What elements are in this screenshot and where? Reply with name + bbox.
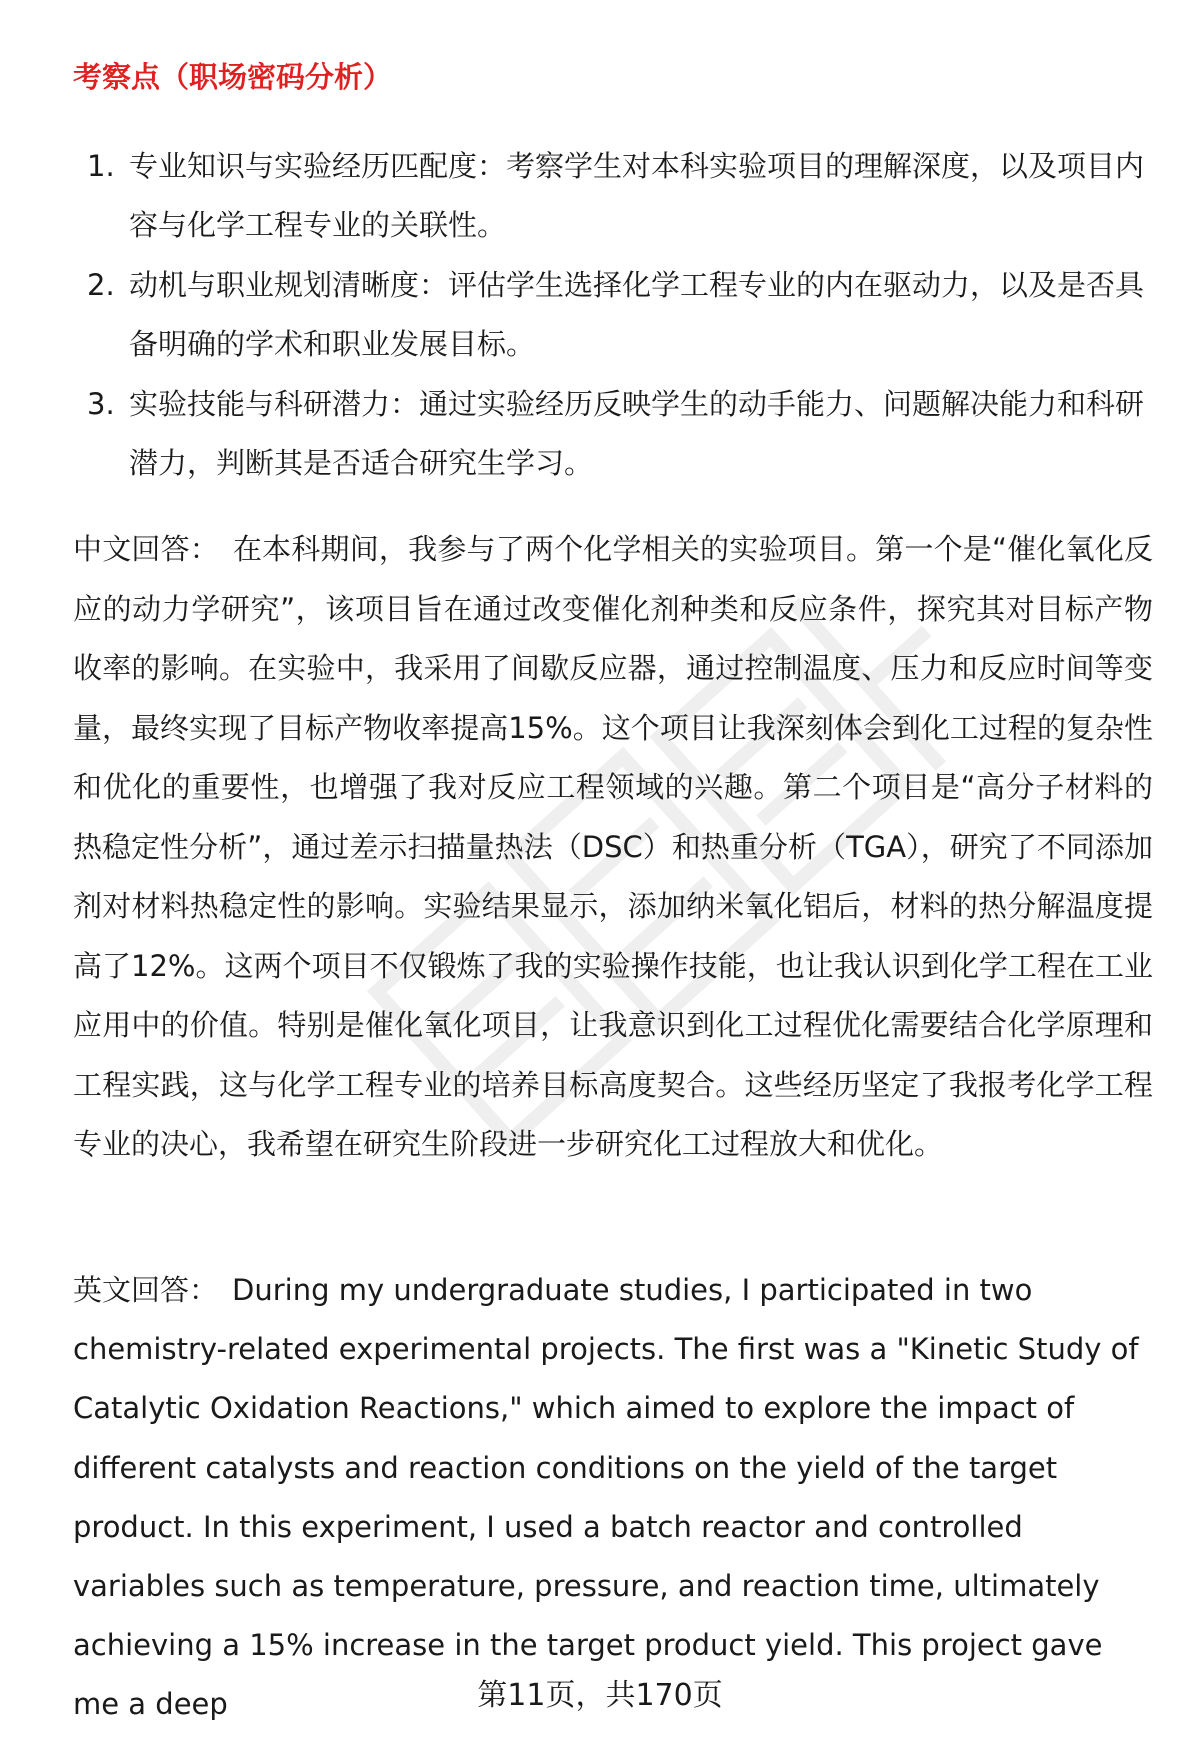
list-item — [73, 256, 1153, 374]
list-item — [73, 375, 1153, 493]
list-item-number: 3. — [87, 387, 115, 421]
list-item-text: 专业知识与实验经历匹配度：考察学生对本科实验项目的理解深度，以及项目内容与化学工程专业的关联性。 — [129, 149, 1145, 242]
list-item-number: 2. — [87, 268, 115, 302]
chinese-answer-label: 中文回答： — [73, 532, 219, 566]
page-number-footer: 第11页，共170页 — [477, 1678, 723, 1713]
chinese-answer-paragraph — [73, 520, 1153, 1175]
english-answer-label: 英文回答： — [73, 1273, 219, 1307]
english-answer-paragraph — [73, 1261, 1153, 1735]
english-answer-text: During my undergraduate studies, I participated in two chemistry-related experimental projects. The first was a "Kinetic Study of Catalytic Oxidation Reactions," which aimed to explore the impact of different catalysts and reaction conditions on the yield of the target product. In this experiment, I used a batch reactor and controlled variables such as temperature, pressure, and reaction time, ultimately achieving a 15% increase in the target product yield. This project gave me a deep — [73, 1273, 1139, 1722]
chinese-answer-text: 在本科期间，我参与了两个化学相关的实验项目。第一个是“催化氧化反应的动力学研究”，该项目旨在通过改变催化剂种类和反应条件，探究其对目标产物收率的影响。在实验中，我采用了间歇反应器，通过控制温度、压力和反应时间等变量，最终实现了目标产物收率提高15%。这个项目让我深刻体会到化工过程的复杂性和优化的重要性，也增强了我对反应工程领域的兴趣。第二个项目是“高分子材料的热稳定性分析”，通过差示扫描量热法（DSC）和热重分析（TGA），研究了不同添加剂对材料热稳定性的影响。实验结果显示，添加纳米氧化铝后，材料的热分解温度提高了12%。这两个项目不仅锻炼了我的实验操作技能，也让我认识到化学工程在工业应用中的价值。特别是催化氧化项目，让我意识到化工过程优化需要结合化学原理和工程实践，这与化学工程专业的培养目标高度契合。这些经历坚定了我报考化学工程专业的决心，我希望在研究生阶段进一步研究化工过程放大和优化。 — [73, 532, 1153, 1161]
section-heading: 考察点（职场密码分析） — [73, 60, 393, 94]
list-item-number: 1. — [87, 149, 115, 183]
list-item-text: 实验技能与科研潜力：通过实验经历反映学生的动手能力、问题解决能力和科研潜力，判断其是否适合研究生学习。 — [129, 387, 1145, 480]
list-item — [73, 137, 1153, 255]
list-item-text: 动机与职业规划清晰度：评估学生选择化学工程专业的内在驱动力，以及是否具备明确的学术和职业发展目标。 — [129, 268, 1145, 361]
assessment-points-list — [73, 137, 1153, 494]
